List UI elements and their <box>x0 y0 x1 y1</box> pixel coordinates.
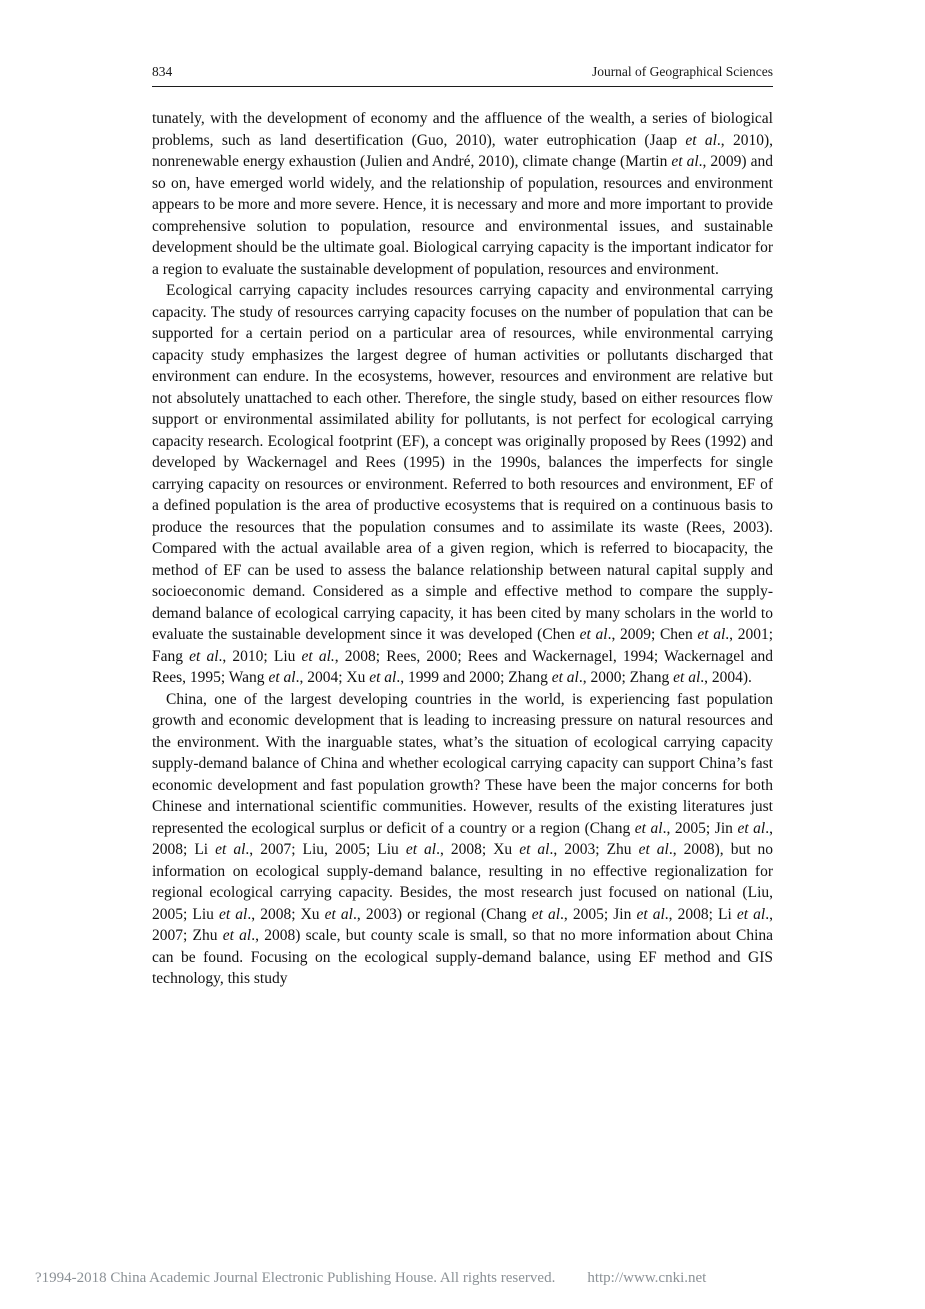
body-paragraph <box>152 280 773 689</box>
text-run: ., 2009; Chen <box>607 626 698 643</box>
text-run: ., 2003) or regional (Chang <box>352 905 532 923</box>
italic-citation-text: et al <box>579 626 608 643</box>
page-number: 834 <box>152 64 173 79</box>
italic-citation-text: et al <box>268 669 296 686</box>
italic-citation-text: et al <box>673 669 701 686</box>
page-header <box>152 64 773 80</box>
italic-citation-text: et al. <box>301 647 335 665</box>
italic-citation-text: et al <box>638 841 669 858</box>
text-run: ., 2008; Xu <box>247 905 325 923</box>
page-content <box>152 64 773 990</box>
text-run: ., 2007; Liu, 2005; Liu <box>245 841 406 858</box>
italic-citation-text: et al <box>222 927 252 944</box>
italic-citation-text: et al <box>685 131 717 149</box>
italic-citation-text: et al <box>551 669 579 686</box>
italic-citation-text: et al <box>531 905 561 923</box>
text-run: ., 2004; Xu <box>295 669 370 686</box>
text-run: ., 2008), but no information on ecological supply-demand balance, resulting in no effective regionalization for regional ecological carrying capacity. Besides, the most research just focused on national (Liu, 2005; Liu <box>152 841 774 923</box>
text-run: ., 2008; Li <box>664 905 737 923</box>
italic-citation-text: et al <box>189 647 219 665</box>
italic-citation-text: et al <box>215 841 246 858</box>
text-run: ., 2008) scale, but county scale is small, so that no more information about China can be found. Focusing on the ecological supply-demand balance, using EF method and GIS technology, this study <box>152 927 774 987</box>
body-paragraph <box>152 108 773 280</box>
text-run: ., 2000; Zhang <box>578 669 674 686</box>
text-run: ., 2004). <box>700 669 752 686</box>
text-run: ., 2008; Xu <box>436 841 520 858</box>
italic-citation-text: et al <box>634 819 663 837</box>
italic-citation-text: et al <box>636 905 665 923</box>
text-run: ., 2003; Zhu <box>549 841 639 858</box>
italic-citation-text: et al <box>324 905 353 923</box>
body-paragraph <box>152 689 773 990</box>
italic-citation-text: et al <box>697 626 726 643</box>
body-text <box>152 108 773 990</box>
italic-citation-text: et al <box>519 841 550 858</box>
italic-citation-text: et al <box>369 669 397 686</box>
text-run: Ecological carrying capacity includes resources carrying capacity and environmental carrying capacity. The study of resources carrying capacity focuses on the number of population that can be supported for a certain period on a particular area of resources, while environmental carrying capacity study emphasizes the largest degree of human activities or pollutants discharged that environment can endure. In the ecosystems, however, resources and environment are relative but not absolutely unattached to each other. Therefore, the single study, based on either resources flow support or environmental assimilated ability for pollutants, is not perfect for ecological carrying capacity research. Ecological footprint (EF), a concept was originally proposed by Rees (1992) and developed by Wackernagel and Rees (1995) in the 1990s, balances the imperfects for single carrying capacity on resources or environment. Referred to both resources and environment, EF of a defined population is the area of productive ecosystems that is required on a continuous basis to produce the resources that the population consumes and to assimilate its waste (Rees, 2003). Compared with the actual available area of a given region, which is referred to biocapacity, the method of EF can be used to assess the balance relationship between natural capital supply and socioeconomic demand. Considered as a simple and effective method to compare the supply-demand balance of ecological carrying capacity, it has been cited by many scholars in the world to evaluate the sustainable development since it was developed (Chen <box>152 282 773 643</box>
text-run: ., 2009) and so on, have emerged world widely, and the relationship of population, resources and environment appears to be more and more severe. Hence, it is necessary and more and more important to provide comprehensive solution to population, resource and environmental issues, and sustainable development should be the ultimate goal. Biological carrying capacity is the important indicator for a region to evaluate the sustainable development of population, resources and environment. <box>152 153 773 278</box>
footer-url: http://www.cnki.net <box>587 1270 707 1286</box>
text-run: ., 2010; Liu <box>218 647 302 665</box>
text-run: ., 2001; Fang <box>152 626 774 665</box>
italic-citation-text: et al <box>219 905 248 923</box>
text-run: China, one of the largest developing countries in the world, is experiencing fast population growth and economic development that is leading to increasing pressure on natural resources and the environment. With the inarguable states, what’s the situation of ecological carrying capacity supply-demand balance of China and whether ecological carrying capacity can support China’s fast economic development and fast population growth? These have been the major concerns for both Chinese and international scientific communities. However, results of the existing literatures just represented the ecological surplus or deficit of a country or a region (Chang <box>152 690 773 837</box>
text-run: tunately, with the development of economy and the affluence of the wealth, a series of biological problems, such as land desertification (Guo, 2010), water eutrophication (Jaap <box>152 110 773 149</box>
header-rule <box>152 86 773 87</box>
text-run: ., 2008; Li <box>152 819 773 858</box>
text-run: ., 2005; Jin <box>560 905 637 923</box>
italic-citation-text: et al <box>737 819 766 837</box>
italic-citation-text: et al <box>405 841 437 858</box>
copyright-text: ?1994-2018 China Academic Journal Electronic Publishing House. All rights reserved. <box>35 1270 556 1286</box>
text-run: , 2008; Rees, 2000; Rees and Wackernagel, 1994; Wackernagel and Rees, 1995; Wang <box>152 647 774 686</box>
italic-citation-text: et al <box>736 905 766 923</box>
italic-citation-text: et al <box>671 153 699 170</box>
text-run: ., 2007; Zhu <box>152 905 773 944</box>
text-run: ., 1999 and 2000; Zhang <box>396 669 552 686</box>
text-run: ., 2010), nonrenewable energy exhaustion (Julien and André, 2010), climate change (Martin <box>152 131 773 170</box>
text-run: ., 2005; Jin <box>662 819 738 837</box>
page-footer <box>35 1270 706 1287</box>
journal-title: Journal of Geographical Sciences <box>591 64 773 79</box>
